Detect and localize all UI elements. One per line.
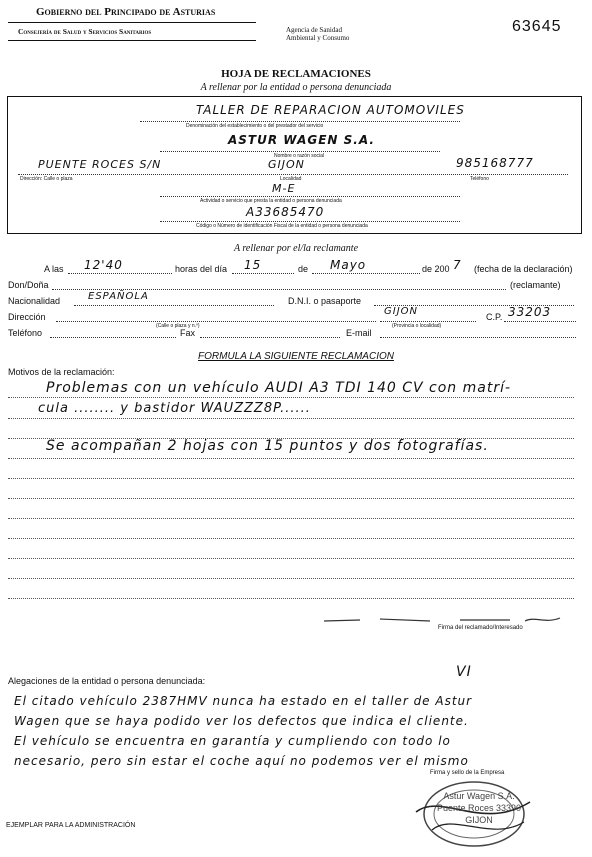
cp-label: C.P. — [486, 312, 503, 322]
alegaciones-label: Alegaciones de la entidad o persona denunciada: — [8, 676, 206, 686]
entity-address-value: PUENTE ROCES S/N — [38, 158, 162, 171]
government-title: Gobierno del Principado de Asturias — [36, 6, 216, 18]
claimant-signature-scribble — [320, 612, 580, 626]
legal-name-label: Nombre o razón social — [274, 153, 325, 159]
dni-label: D.N.I. o pasaporte — [288, 296, 362, 306]
claimant-signature-label: Firma del reclamado/Interesado — [438, 625, 523, 631]
time-label: A las — [44, 264, 64, 274]
city-value: GIJON — [384, 306, 418, 317]
reclamante-label: (reclamante) — [510, 280, 561, 290]
street-note: (Calle o plaza y n.º) — [156, 323, 200, 329]
company-signature-label: Firma y sello de la Empresa — [430, 770, 505, 776]
nationality-value: ESPAÑOLA — [88, 291, 149, 302]
agency-line2: Ambiental y Consumo — [286, 34, 350, 42]
year-label: de 200 — [422, 264, 450, 274]
activity-value: M-E — [272, 182, 296, 195]
motivos-label: Motivos de la reclamación: — [8, 367, 115, 377]
legal-name-value: ASTUR WAGEN S.A. — [228, 133, 375, 147]
claimant-subtitle: A rellenar por el/la reclamante — [233, 243, 359, 254]
entity-phone-label: Teléfono — [470, 176, 489, 182]
month-label: de — [298, 264, 309, 274]
council-title: Consejería de Salud y Servicios Sanitarios — [18, 27, 152, 36]
form-title: HOJA DE RECLAMACIONES — [221, 68, 371, 80]
address-label: Dirección — [8, 312, 46, 322]
reclamacion-title: FORMULA LA SIGUIENTE RECLAMACION — [198, 351, 394, 362]
entity-locality-value: GIJON — [268, 158, 305, 171]
phone-label: Teléfono — [8, 328, 43, 338]
nif-value: A33685470 — [246, 205, 325, 219]
motivos-line2: cula ........ y bastidor WAUZZZ8P...... — [38, 401, 311, 416]
fax-label: Fax — [180, 328, 196, 338]
day-label: horas del día — [175, 264, 228, 274]
cp-value: 33203 — [508, 305, 552, 319]
entity-phone-value: 985168777 — [456, 156, 534, 170]
day-value: 15 — [244, 258, 262, 272]
month-value: Mayo — [330, 258, 367, 272]
alegaciones-line2: Wagen que se haya podido ver los defectos que indica el cliente. — [14, 714, 469, 728]
entity-name-value: TALLER DE REPARACION AUTOMOVILES — [196, 103, 465, 117]
motivos-line3: Se acompañan 2 hojas con 15 puntos y dos fotografías. — [46, 438, 489, 454]
activity-label: Actividad o servicio que presta la entidad o persona denunciada — [200, 198, 342, 204]
company-stamp-text: Astur Wagen S.A. Puente Roces 33390 GIJON — [436, 791, 522, 825]
nif-label: Código o Número de identificación Fiscal de la entidad o persona denunciada — [196, 223, 368, 229]
province-note: (Provincia o localidad) — [392, 323, 442, 329]
year-value: 7 — [453, 258, 462, 272]
entity-address-label: Dirección: Calle o plaza — [20, 176, 73, 182]
don-label: Don/Doña — [8, 280, 49, 290]
alegaciones-line3: El vehículo se encuentra en garantía y cumpliendo con todo lo — [14, 734, 451, 748]
entity-locality-label: Localidad — [280, 176, 302, 182]
date-note: (fecha de la declaración) — [474, 264, 573, 274]
alegaciones-line4: necesario, pero sin estar el coche aquí no podemos ver el mismo — [14, 754, 469, 768]
entity-name-label: Denominación del establecimiento o del prestador del servicio — [186, 123, 324, 129]
form-number: 63645 — [512, 18, 562, 35]
copy-label: EJEMPLAR PARA LA ADMINISTRACIÓN — [6, 822, 136, 829]
alegaciones-line1: El citado vehículo 2387HMV nunca ha estado en el taller de Astur — [14, 694, 473, 708]
agency-line1: Agencia de Sanidad — [286, 26, 342, 34]
email-label: E-mail — [346, 328, 372, 338]
motivos-line1: Problemas con un vehículo AUDI A3 TDI 140 CV con matrí- — [46, 380, 512, 396]
nationality-label: Nacionalidad — [8, 296, 61, 306]
time-value: 12'40 — [84, 258, 123, 272]
entity-subtitle: A rellenar por la entidad o persona denunciada — [200, 82, 392, 93]
alegaciones-signature-mark: VI — [456, 664, 472, 680]
